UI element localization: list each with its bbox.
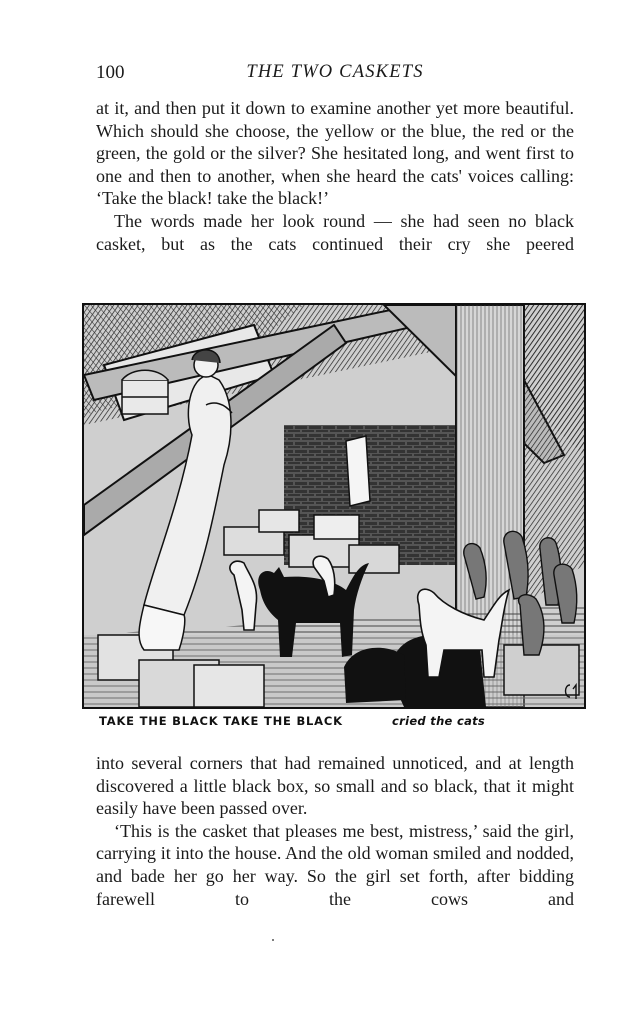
body-text-top bbox=[96, 97, 574, 255]
paragraph: into several corners that had remained unnoticed, and at length discovered a little black box, so small and so black, that it might easily have been passed over. bbox=[96, 753, 574, 819]
illustration-caption bbox=[99, 714, 569, 734]
running-head bbox=[96, 62, 574, 88]
page-number: 100 bbox=[96, 62, 125, 83]
paragraph: at it, and then put it down to examine another yet more beautiful. Which should she choose, the yellow or the blue, the red or the green, the gold or the silver? She hesitated long, and went first to one and then to another, when she heard the cats' voices calling: ‘Take the black! take the black!’ bbox=[96, 98, 574, 209]
attic-scene-engraving bbox=[84, 305, 584, 707]
paragraph: The words made her look round — she had seen no black casket, but as the cats continued their cry she peered bbox=[96, 210, 574, 254]
caption-main: TAKE THE BLACK TAKE THE BLACK bbox=[99, 714, 343, 728]
paragraph: ‘This is the casket that pleases me best, mistress,’ said the girl, carrying it into the house. And the old woman smiled and nodded, and bade her go her way. So the girl set forth, after bidding farewell to the cows and bbox=[96, 820, 574, 909]
running-title: THE TWO CASKETS bbox=[246, 62, 424, 82]
caption-tail: cried the cats bbox=[392, 714, 486, 728]
body-text-bottom bbox=[96, 752, 574, 910]
illustration bbox=[82, 303, 586, 709]
print-speck bbox=[272, 939, 274, 941]
